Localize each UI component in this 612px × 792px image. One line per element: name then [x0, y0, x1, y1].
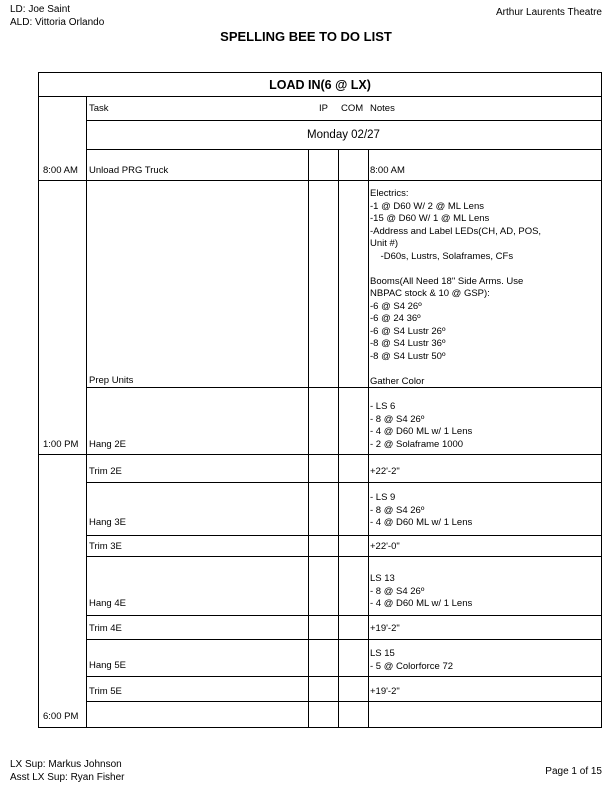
notes-cell [370, 648, 453, 673]
task-cell: Prep Units [89, 375, 134, 386]
asst-lx-supervisor: Asst LX Sup: Ryan Fisher [10, 772, 125, 783]
note-line: LS 13 [370, 573, 395, 584]
note-line: -6 @ S4 26º [370, 300, 422, 312]
note-line: - 4 @ D60 ML w/ 1 Lens [370, 517, 473, 528]
note-line: -6 @ S4 Lustr 26º [370, 325, 446, 337]
ld-name: LD: Joe Saint [10, 4, 71, 15]
task-cell: Hang 5E [89, 660, 126, 671]
note-line: - 8 @ S4 26º [370, 413, 425, 425]
task-cell: Trim 4E [89, 623, 122, 634]
note-line: - 4 @ D60 ML w/ 1 Lens [370, 426, 473, 437]
time-label: 6:00 PM [43, 711, 79, 722]
note-line: -15 @ D60 W/ 1 @ ML Lens [370, 213, 490, 224]
page-number: Page 1 of 15 [545, 766, 602, 777]
divider [338, 149, 339, 727]
divider [86, 676, 601, 677]
time-label: 1:00 PM [43, 439, 79, 450]
task-cell: Trim 5E [89, 686, 122, 697]
task-cell: Hang 3E [89, 517, 126, 528]
divider [601, 96, 602, 727]
note-line: Electrics: [370, 188, 409, 199]
notes-cell: +22'-0" [370, 541, 400, 552]
divider [39, 454, 87, 455]
divider [308, 149, 309, 727]
note-line: - 8 @ S4 26º [370, 504, 425, 516]
task-cell: Hang 4E [89, 598, 126, 609]
divider [86, 454, 601, 455]
notes-cell [370, 573, 472, 611]
theatre-name: Arthur Laurents Theatre [496, 7, 602, 18]
time-label: 8:00 AM [43, 165, 78, 176]
note-line: - LS 9 [370, 492, 396, 503]
page-title: SPELLING BEE TO DO LIST [220, 29, 392, 44]
divider [86, 96, 87, 727]
day-label: Monday 02/27 [307, 129, 380, 141]
note-line: -8 @ S4 Lustr 36º [370, 338, 446, 349]
note-line: LS 15 [370, 648, 395, 659]
note-line: -1 @ D60 W/ 2 @ ML Lens [370, 200, 484, 212]
divider [368, 149, 369, 727]
column-header-task: Task [89, 103, 109, 114]
note-line: Gather Color [370, 375, 425, 387]
column-header-notes: Notes [370, 103, 395, 114]
divider [86, 639, 601, 640]
divider [39, 96, 601, 97]
task-cell: Hang 2E [89, 439, 126, 450]
note-line: Booms(All Need 18" Side Arms. Use [370, 275, 524, 287]
divider [86, 701, 601, 702]
note-line: - LS 6 [370, 401, 396, 412]
note-line: -Address and Label LEDs(CH, AD, POS, [370, 225, 542, 237]
column-header-com: COM [341, 103, 364, 114]
note-line: Unit #) [370, 238, 398, 249]
note-line: - 5 @ Colorforce 72 [370, 660, 454, 672]
divider [86, 149, 601, 150]
divider [86, 556, 601, 557]
note-line [370, 363, 541, 376]
notes-cell: +22'-2" [370, 466, 400, 477]
note-line: -6 @ 24 36º [370, 313, 421, 324]
divider [86, 120, 601, 121]
note-line: - 8 @ S4 26º [370, 585, 425, 597]
notes-cell [370, 188, 541, 388]
ald-name: ALD: Vittoria Orlando [10, 17, 105, 28]
divider [86, 482, 601, 483]
notes-cell: +19'-2" [370, 623, 400, 634]
note-line: - 4 @ D60 ML w/ 1 Lens [370, 598, 473, 609]
section-title: LOAD IN(6 @ LX) [269, 78, 371, 92]
notes-cell [370, 492, 472, 530]
divider [39, 180, 87, 181]
schedule-table [38, 72, 602, 728]
note-line: - 2 @ Solaframe 1000 [370, 438, 464, 450]
note-line: NBPAC stock & 10 @ GSP): [370, 288, 490, 299]
task-cell: Unload PRG Truck [89, 165, 169, 176]
divider [86, 535, 601, 536]
task-cell: Trim 3E [89, 541, 122, 552]
divider [86, 180, 601, 181]
column-header-ip: IP [319, 103, 328, 114]
note-line: -8 @ S4 Lustr 50º [370, 350, 446, 362]
notes-cell: +19'-2" [370, 686, 400, 697]
divider [86, 615, 601, 616]
lx-supervisor: LX Sup: Markus Johnson [10, 759, 122, 770]
note-line [370, 263, 541, 276]
notes-cell [370, 401, 472, 451]
notes-cell: 8:00 AM [370, 165, 405, 176]
note-line: -D60s, Lustrs, Solaframes, CFs [370, 250, 514, 262]
task-cell: Trim 2E [89, 466, 122, 477]
